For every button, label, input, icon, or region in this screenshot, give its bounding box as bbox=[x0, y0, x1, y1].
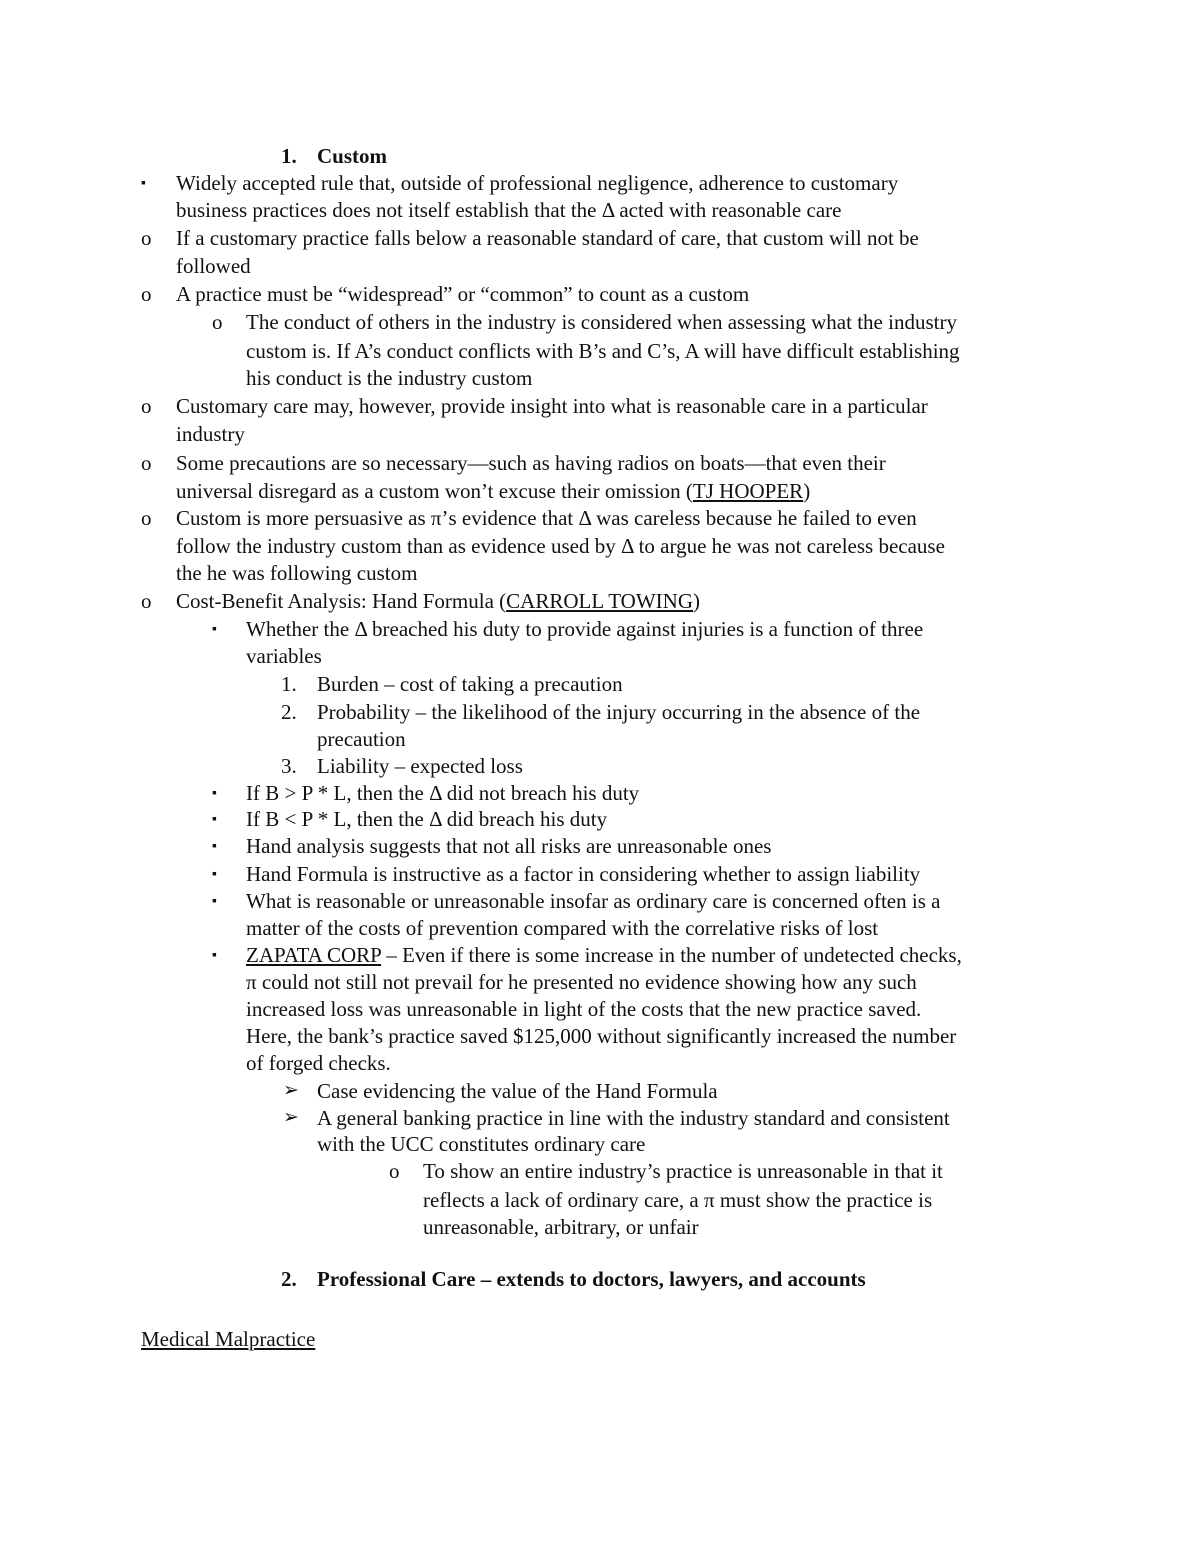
heading-professional-care: Professional Care – extends to doctors, lawyers, and accounts bbox=[317, 1267, 866, 1291]
bullet-text: his conduct is the industry custom bbox=[246, 366, 533, 390]
bullet-text bbox=[246, 941, 962, 969]
bullet-text bbox=[176, 477, 810, 505]
circle-bullet-icon: o bbox=[141, 282, 152, 306]
bullet-text: If B > P * L, then the Δ did not breach his duty bbox=[246, 781, 640, 805]
text-run: Cost-Benefit Analysis: Hand Formula ( bbox=[176, 589, 507, 613]
bullet-text: increased loss was unreasonable in light of the costs that the new practice saved. bbox=[246, 997, 922, 1021]
bullet-text: matter of the costs of prevention compared with the correlative risks of lost bbox=[246, 916, 879, 940]
bullet-text: Liability – expected loss bbox=[317, 754, 523, 778]
case-name-tj-hooper: TJ HOOPER bbox=[692, 479, 804, 503]
circle-bullet-icon: o bbox=[141, 226, 152, 250]
square-bullet-icon: ▪ bbox=[212, 786, 217, 801]
bullet-text: with the UCC constitutes ordinary care bbox=[317, 1132, 646, 1156]
square-bullet-icon: ▪ bbox=[212, 812, 217, 827]
circle-bullet-icon: o bbox=[141, 506, 152, 530]
case-name-zapata-corp: ZAPATA CORP bbox=[246, 943, 382, 967]
bullet-text: A practice must be “widespread” or “common” to count as a custom bbox=[176, 282, 750, 306]
bullet-text: A general banking practice in line with the industry standard and consistent bbox=[317, 1106, 950, 1130]
bullet-text: If B < P * L, then the Δ did breach his duty bbox=[246, 807, 608, 831]
bullet-text: custom is. If A’s conduct conflicts with B’s and C’s, A will have difficult establishing bbox=[246, 339, 960, 363]
arrow-bullet-icon: ➢ bbox=[283, 1107, 299, 1128]
bullet-text: Some precautions are so necessary—such as having radios on boats—that even their bbox=[176, 451, 886, 475]
bullet-text: business practices does not itself establish that the Δ acted with reasonable care bbox=[176, 198, 842, 222]
bullet-text: Hand Formula is instructive as a factor in considering whether to assign liability bbox=[246, 862, 921, 886]
text-run: – Even if there is some increase in the number of undetected checks, bbox=[381, 943, 962, 967]
bullet-text: What is reasonable or unreasonable insofar as ordinary care is concerned often is a bbox=[246, 889, 941, 913]
square-bullet-icon: ▪ bbox=[141, 176, 146, 191]
list-number: 3. bbox=[281, 754, 297, 778]
text-run: universal disregard as a custom won’t excuse their omission ( bbox=[176, 479, 693, 503]
heading-custom: Custom bbox=[317, 144, 388, 168]
circle-bullet-icon: o bbox=[389, 1159, 400, 1183]
bullet-text: Widely accepted rule that, outside of professional negligence, adherence to customary bbox=[176, 171, 899, 195]
bullet-text: Hand analysis suggests that not all risks are unreasonable ones bbox=[246, 834, 772, 858]
bullet-text: Customary care may, however, provide insight into what is reasonable care in a particular bbox=[176, 394, 928, 418]
list-number: 2. bbox=[281, 700, 297, 724]
bullet-text: follow the industry custom than as evidence used by Δ to argue he was not careless because bbox=[176, 534, 945, 558]
square-bullet-icon: ▪ bbox=[212, 894, 217, 909]
medical-malpractice-heading: Medical Malpractice bbox=[141, 1327, 316, 1351]
bullet-text: The conduct of others in the industry is considered when assessing what the industry bbox=[246, 310, 957, 334]
bullet-text: Custom is more persuasive as π’s evidence that Δ was careless because he failed to even bbox=[176, 506, 917, 530]
heading-number: 2. bbox=[281, 1267, 297, 1291]
text-run: ) bbox=[803, 479, 811, 503]
bullet-text: Burden – cost of taking a precaution bbox=[317, 672, 623, 696]
bullet-text: industry bbox=[176, 422, 245, 446]
list-number: 1. bbox=[281, 672, 297, 696]
bullet-text: To show an entire industry’s practice is unreasonable in that it bbox=[423, 1159, 943, 1183]
bullet-text: followed bbox=[176, 254, 251, 278]
square-bullet-icon: ▪ bbox=[212, 839, 217, 854]
bullet-text bbox=[176, 587, 700, 615]
bullet-text: Here, the bank’s practice saved $125,000 without significantly increased the number bbox=[246, 1024, 957, 1048]
square-bullet-icon: ▪ bbox=[212, 622, 217, 637]
bullet-text: π could not still not prevail for he presented no evidence showing how any such bbox=[246, 970, 917, 994]
bullet-text: Whether the Δ breached his duty to provide against injuries is a function of three bbox=[246, 617, 924, 641]
bullet-text: of forged checks. bbox=[246, 1051, 391, 1075]
bullet-text: the he was following custom bbox=[176, 561, 418, 585]
circle-bullet-icon: o bbox=[141, 394, 152, 418]
text-run: ) bbox=[693, 589, 700, 613]
bullet-text: reflects a lack of ordinary care, a π must show the practice is bbox=[423, 1188, 933, 1212]
circle-bullet-icon: o bbox=[212, 310, 223, 334]
bullet-text: If a customary practice falls below a reasonable standard of care, that custom will not be bbox=[176, 226, 919, 250]
bullet-text: Probability – the likelihood of the injury occurring in the absence of the bbox=[317, 700, 921, 724]
bullet-text: precaution bbox=[317, 727, 406, 751]
square-bullet-icon: ▪ bbox=[212, 948, 217, 963]
square-bullet-icon: ▪ bbox=[212, 867, 217, 882]
circle-bullet-icon: o bbox=[141, 589, 152, 613]
arrow-bullet-icon: ➢ bbox=[283, 1080, 299, 1101]
heading-number: 1. bbox=[281, 144, 297, 168]
case-name-carroll-towing: CARROLL TOWING bbox=[506, 589, 693, 613]
bullet-text: Case evidencing the value of the Hand Formula bbox=[317, 1079, 718, 1103]
circle-bullet-icon: o bbox=[141, 451, 152, 475]
bullet-text: variables bbox=[246, 644, 322, 668]
bullet-text: unreasonable, arbitrary, or unfair bbox=[423, 1215, 699, 1239]
